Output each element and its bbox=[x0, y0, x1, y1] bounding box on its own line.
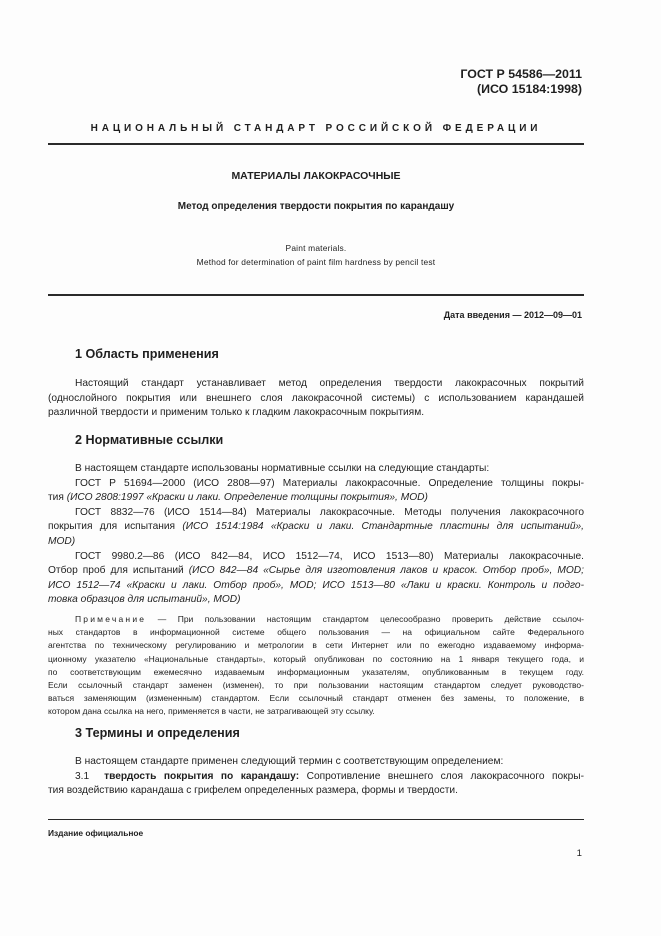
footer-rule bbox=[48, 819, 584, 820]
note-line-7: ваться заменяющим (измененным) стандартом. Если ссылочный стандарт отменен без замены, то положение, в bbox=[48, 693, 584, 704]
header-rule bbox=[48, 143, 584, 145]
reference-2-line-3: MOD) bbox=[48, 535, 76, 547]
note-line-8: котором дана ссылка на него, применяется в части, не затрагивающей эту ссылку. bbox=[48, 706, 375, 717]
english-title-line-1: Paint materials. bbox=[285, 243, 347, 253]
introduction-date: Дата введения — 2012—09—01 bbox=[443, 310, 582, 320]
document-title: МАТЕРИАЛЫ ЛАКОКРАСОЧНЫЕ bbox=[231, 170, 401, 182]
national-standard-banner: НАЦИОНАЛЬНЫЙ СТАНДАРТ РОССИЙСКОЙ ФЕДЕРАЦИИ bbox=[90, 123, 542, 134]
note-block bbox=[48, 613, 584, 719]
section-1-line-1: Настоящий стандарт устанавливает метод определения твердости лакокрасочных покрытий bbox=[75, 378, 584, 389]
reference-2-line-1: ГОСТ 8832—76 (ИСО 1514—84) Материалы лакокрасочные. Методы получения лакокрасочного bbox=[75, 506, 584, 518]
english-title-line-2: Method for determination of paint film hardness by pencil test bbox=[196, 257, 436, 267]
term-3-1-line-2: тия воздействию карандаша с грифелем определенных размера, формы и твердости. bbox=[48, 785, 458, 797]
section-3-intro: В настоящем стандарте применен следующий термин с соответствующим определением: bbox=[75, 756, 504, 767]
section-2-heading: 2 Нормативные ссылки bbox=[75, 433, 224, 447]
reference-3-line-2: Отбор проб для испытаний (ИСО 842—84 «Сырье для изготовления лаков и красок. Отбор проб», MOD; bbox=[48, 565, 584, 577]
term-3-1-line-1: 3.1 твердость покрытия по карандашу: Сопротивление внешнего слоя лакокрасочного покры- bbox=[75, 770, 584, 782]
official-edition-label: Издание официальное bbox=[48, 828, 144, 838]
section-1-text bbox=[48, 377, 584, 421]
section-1-line-3: различной твердости и применим только к гладким лакокрасочным покрытиям. bbox=[48, 407, 425, 419]
term-name: твердость покрытия по карандашу: bbox=[104, 770, 300, 782]
section-3-heading: 3 Термины и определения bbox=[75, 726, 240, 740]
gost-number: ГОСТ Р 54586—2011 bbox=[460, 67, 582, 81]
term-number: 3.1 bbox=[75, 770, 90, 782]
iso-number: (ИСО 15184:1998) bbox=[476, 82, 582, 96]
reference-1-line-1: ГОСТ Р 51694—2000 (ИСО 2808—97) Материалы лакокрасочные. Определение толщины покры- bbox=[75, 477, 584, 489]
note-line-5: по соответствующим ежемесячно издаваемым информационным указателям, опубликованным в текущем году. bbox=[48, 666, 584, 677]
reference-3-line-3: ИСО 1512—74 «Краски и лаки. Отбор проб», MOD; ИСО 1513—80 «Лаки и краски. Контроль и подго- bbox=[48, 579, 584, 591]
note-line-4: ционному указателю «Национальные стандарты», который опубликован по состоянию на 1 января текущего года, и bbox=[48, 653, 584, 664]
reference-1-line-2: тия (ИСО 2808:1997 «Краски и лаки. Определение толщины покрытия», MOD) bbox=[48, 492, 428, 504]
section-2-intro: В настоящем стандарте использованы нормативные ссылки на следующие стандарты: bbox=[75, 463, 490, 474]
reference-3-line-4: товка образцов для испытаний», MOD) bbox=[48, 594, 241, 606]
section-1-heading: 1 Область применения bbox=[75, 347, 219, 361]
document-subtitle: Метод определения твердости покрытия по карандашу bbox=[177, 201, 455, 212]
note-line-1: Примечание — При пользовании настоящим стандартом целесообразно проверить действие ссылоч- bbox=[75, 614, 584, 624]
section-1-line-2: (однослойного покрытия или внешнего слоя лакокрасочной системы) с использованием карандашей bbox=[48, 392, 584, 404]
title-rule bbox=[48, 294, 584, 296]
section-3-text bbox=[48, 755, 584, 799]
page-number: 1 bbox=[576, 848, 582, 859]
note-label: Примечание bbox=[75, 614, 147, 624]
note-line-6: Если ссылочный стандарт заменен (изменен), то при пользовании настоящим стандартом следует руководство- bbox=[48, 680, 584, 691]
note-line-2: ных стандартов в информационной системе общего пользования — на официальном сайте Федерального bbox=[48, 627, 584, 638]
english-title bbox=[48, 241, 584, 269]
section-2-text bbox=[48, 462, 584, 608]
reference-3-line-1: ГОСТ 9980.2—86 (ИСО 842—84, ИСО 1512—74, ИСО 1513—80) Материалы лакокрасочные. bbox=[75, 550, 584, 562]
reference-2-line-2: покрытия для испытания (ИСО 1514:1984 «Краски и лаки. Стандартные пластины для испытаний», bbox=[48, 521, 584, 533]
note-line-3: агентства по техническому регулированию и метрологии в сети Интернет или по ежегодно издаваемому информа- bbox=[48, 640, 584, 651]
